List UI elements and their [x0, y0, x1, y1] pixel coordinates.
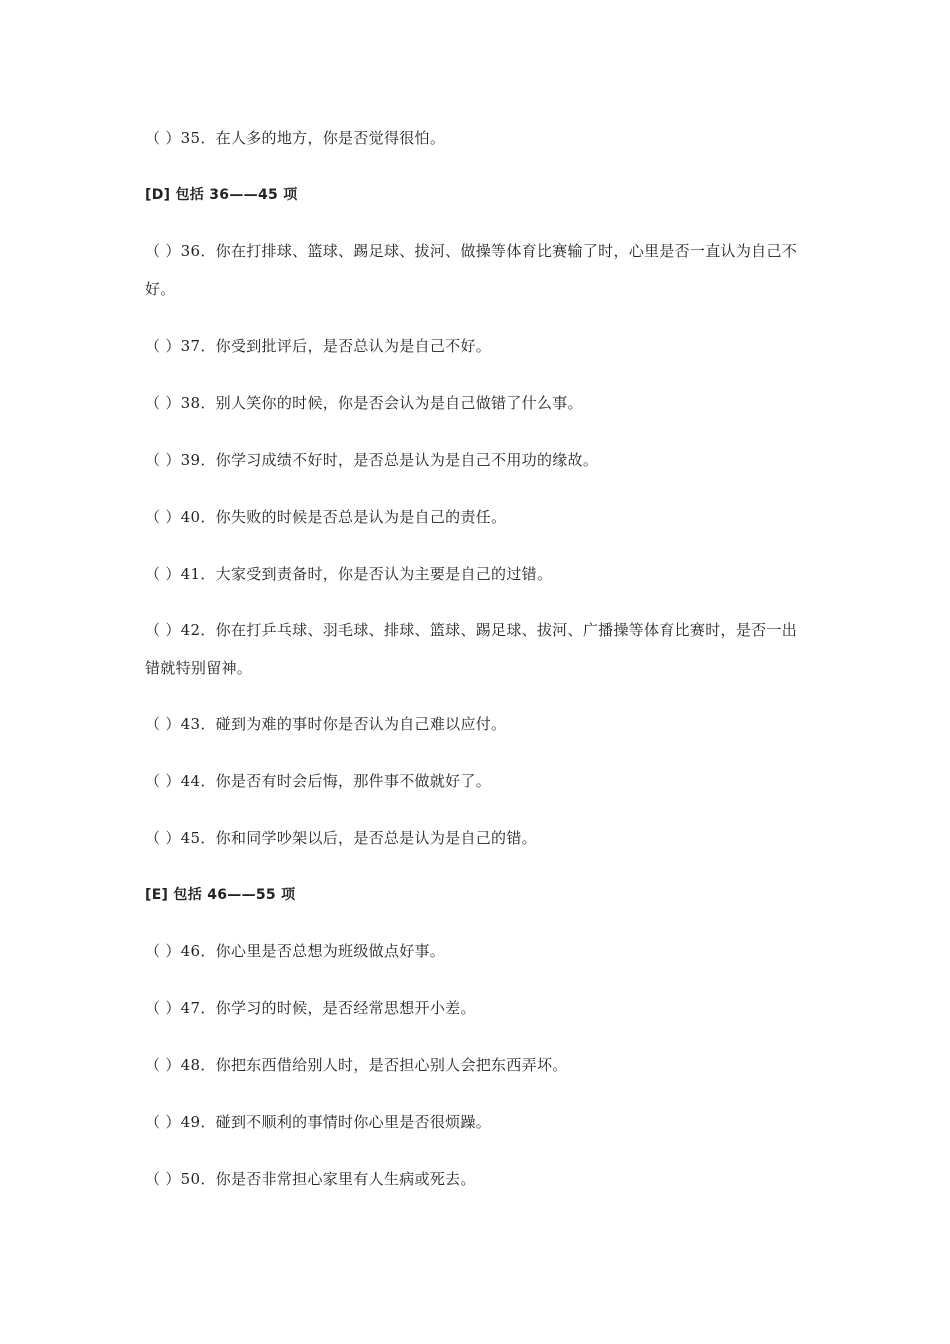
question-42: （ ）42．你在打乒乓球、羽毛球、排球、篮球、踢足球、拔河、广播操等体育比赛时，是否一出错就特别留神。 [145, 621, 798, 677]
question-37: （ ）37．你受到批评后，是否总认为是自己不好。 [145, 337, 492, 355]
question-41: （ ）41．大家受到责备时，你是否认为主要是自己的过错。 [145, 565, 553, 583]
question-39: （ ）39．你学习成绩不好时，是否总是认为是自己不用功的缘故。 [145, 451, 599, 469]
question-49: （ ）49．碰到不顺利的事情时你心里是否很烦躁。 [145, 1113, 492, 1131]
question-48: （ ）48．你把东西借给别人时，是否担心别人会把东西弄坏。 [145, 1056, 568, 1074]
question-46: （ ）46．你心里是否总想为班级做点好事。 [145, 942, 446, 960]
question-35: （ ）35．在人多的地方，你是否觉得很怕。 [145, 129, 446, 147]
question-40: （ ）40．你失败的时候是否总是认为是自己的责任。 [145, 508, 507, 526]
question-47: （ ）47．你学习的时候，是否经常思想开小差。 [145, 999, 476, 1017]
question-38: （ ）38．别人笑你的时候，你是否会认为是自己做错了什么事。 [145, 394, 583, 412]
section-e-heading: [E] 包括 46——55 项 [145, 887, 296, 903]
question-36: （ ）36．你在打排球、篮球、踢足球、拔河、做操等体育比赛输了时，心里是否一直认为自己不好。 [145, 242, 798, 298]
question-50: （ ）50．你是否非常担心家里有人生病或死去。 [145, 1170, 476, 1188]
question-44: （ ）44．你是否有时会后悔，那件事不做就好了。 [145, 772, 492, 790]
section-d-heading: [D] 包括 36——45 项 [145, 187, 298, 203]
question-45: （ ）45．你和同学吵架以后，是否总是认为是自己的错。 [145, 829, 537, 847]
question-43: （ ）43．碰到为难的事时你是否认为自己难以应付。 [145, 715, 507, 733]
